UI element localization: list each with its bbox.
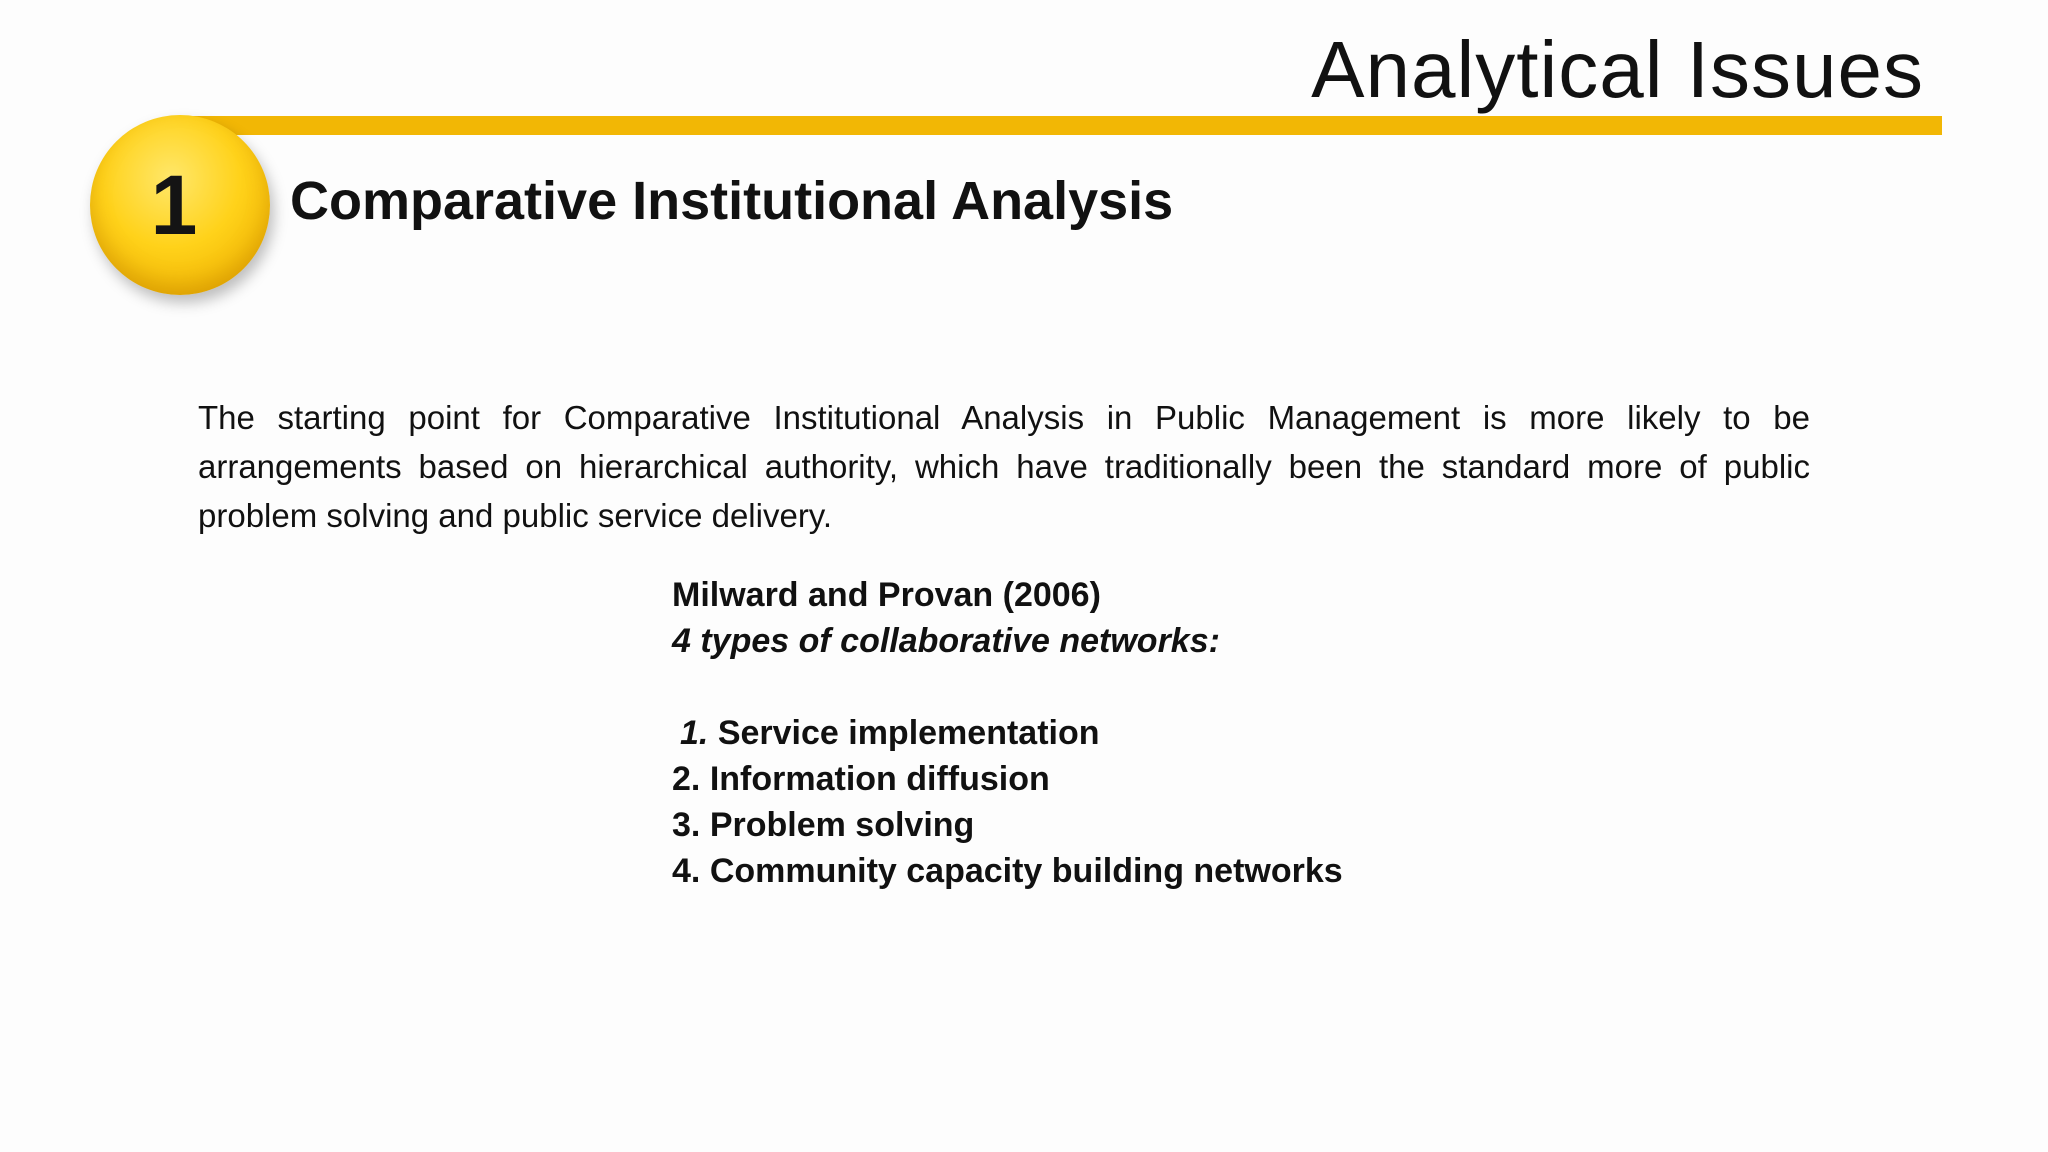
list-item: 3. Problem solving <box>672 806 975 844</box>
list-item: 4. Community capacity building networks <box>672 852 1343 890</box>
network-types-list <box>672 710 1572 894</box>
slide-title: Analytical Issues <box>1311 25 1924 114</box>
number-badge-label: 1 <box>150 158 198 252</box>
citation-subtitle: 4 types of collaborative networks: <box>672 622 1220 660</box>
intro-paragraph: The starting point for Comparative Institutional Analysis in Public Management is more likely to be arrangements based on hierarchical authority, which have traditionally been the standard more of public problem solving and public service delivery. <box>198 399 1810 534</box>
citation-block <box>672 572 1572 894</box>
list-item: 2. Information diffusion <box>672 760 1050 798</box>
list-item: 1. Service implementation <box>680 714 1100 752</box>
citation-author: Milward and Provan (2006) <box>672 576 1101 614</box>
number-badge <box>90 115 270 295</box>
section-heading: Comparative Institutional Analysis <box>290 171 1174 231</box>
title-underline-bar <box>180 116 1942 135</box>
